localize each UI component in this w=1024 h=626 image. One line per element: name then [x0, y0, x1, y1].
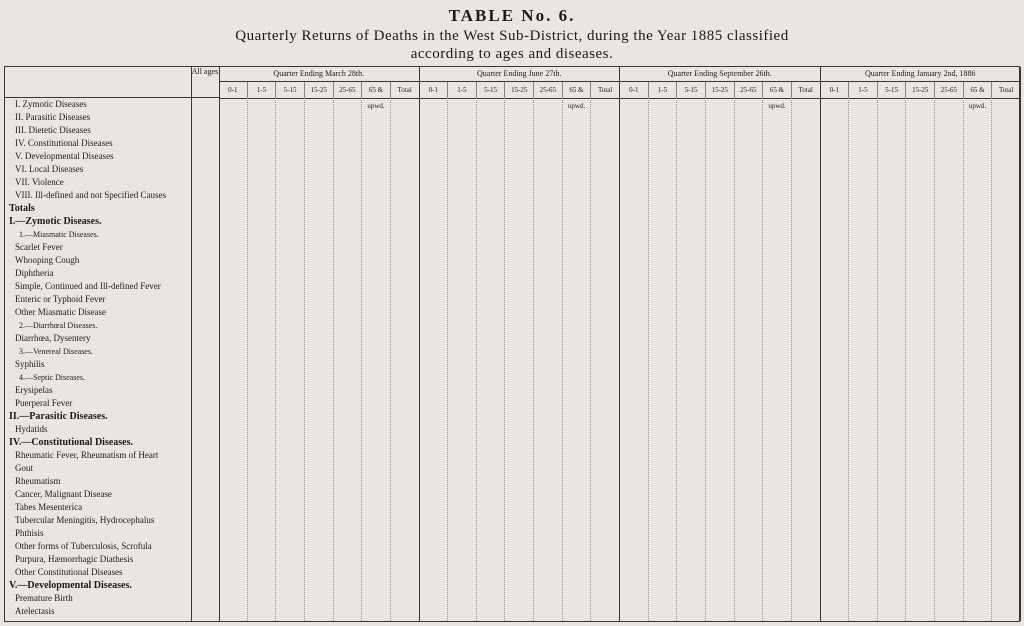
age-column-header: Total [798, 86, 813, 94]
summary-row: V. Developmental Diseases [15, 151, 114, 161]
quarter-block [420, 67, 621, 621]
grid-column [677, 98, 706, 621]
quarter-age-headers [620, 82, 820, 110]
cause-row: Atelectasis [15, 606, 55, 616]
age-column-header: 5-15 [677, 82, 706, 98]
age-column-header: 65 & upwd. [763, 82, 792, 98]
summary-row: VI. Local Diseases [15, 164, 84, 174]
quarter-title: Quarter Ending June 27th. [420, 67, 620, 82]
quarter-block [620, 67, 821, 621]
summary-row: VII. Violence [15, 177, 64, 187]
age-column-header: 0-1 [821, 82, 850, 98]
section-subheading: 4.—Septic Diseases. [19, 373, 85, 382]
quarter-block [821, 67, 1022, 621]
age-column-header: 65 & upwd. [964, 82, 993, 98]
grid-column [620, 98, 649, 621]
summary-row: IV. Constitutional Diseases [15, 138, 113, 148]
cause-row: Other Constitutional Diseases [15, 567, 123, 577]
grid-column [964, 98, 993, 621]
title-block [0, 4, 1024, 64]
grid-column [735, 98, 764, 621]
section-heading: V.—Developmental Diseases. [9, 580, 132, 591]
cause-row: Other forms of Tuberculosis, Scrofula [15, 541, 152, 551]
all-ages-column [191, 67, 220, 621]
grid-column [821, 98, 850, 621]
all-ages-header: All ages [191, 67, 219, 98]
grid-column [276, 98, 305, 621]
age-column-header: 15-25 [305, 82, 334, 98]
grid-column [420, 98, 449, 621]
grid-column [448, 98, 477, 621]
age-column-header: 5-15 [878, 82, 907, 98]
quarters-block [219, 67, 1019, 621]
age-column-header: Total [397, 86, 412, 94]
section-subheading: 2.—Diarrhœal Diseases. [19, 321, 98, 330]
grid-column [849, 98, 878, 621]
grid-column [334, 98, 363, 621]
grid-column [591, 98, 619, 621]
quarter-grid [620, 98, 820, 621]
summary-row: VIII. Ill-defined and not Specified Causes [15, 190, 166, 200]
cause-row: Gout [15, 463, 33, 473]
grid-column [477, 98, 506, 621]
grid-column [763, 98, 792, 621]
deaths-table [4, 66, 1020, 622]
age-column-header: 25-65 [334, 82, 363, 98]
age-column-header: Total [598, 86, 613, 94]
cause-row: Cancer, Malignant Disease [15, 489, 112, 499]
cause-row: Purpura, Hæmorrhagic Diathesis [15, 554, 134, 564]
quarter-age-headers [420, 82, 620, 110]
grid-column [906, 98, 935, 621]
cause-row: Puerperal Fever [15, 398, 73, 408]
cause-row: Simple, Continued and Ill-defined Fever [15, 281, 161, 291]
causes-column [5, 67, 192, 621]
table-title-line-1: Quarterly Returns of Deaths in the West Sub-District, during the Year 1885 classified [235, 28, 789, 44]
cause-row: Enteric or Typhoid Fever [15, 294, 106, 304]
age-column-header: 1-5 [448, 82, 477, 98]
age-column-header: Total [999, 86, 1014, 94]
quarter-title: Quarter Ending September 26th. [620, 67, 820, 82]
grid-column [706, 98, 735, 621]
grid-column [248, 98, 277, 621]
section-heading: I.—Zymotic Diseases. [9, 216, 102, 227]
grid-column [563, 98, 592, 621]
quarter-title: Quarter Ending January 2nd, 1886 [821, 67, 1021, 82]
cause-row: Diarrhœa, Dysentery [15, 333, 91, 343]
grid-column [305, 98, 334, 621]
table-title-line-2: according to ages and diseases. [410, 46, 614, 62]
age-column-header: 25-65 [935, 82, 964, 98]
section-subheading: 3.—Venereal Diseases. [19, 347, 93, 356]
cause-row: Diphtheria [15, 268, 54, 278]
cause-row: Erysipelas [15, 385, 53, 395]
table-number: TABLE No. 6. [448, 6, 576, 25]
cause-row: Premature Birth [15, 593, 73, 603]
age-column-header: 5-15 [276, 82, 305, 98]
section-heading: IV.—Constitutional Diseases. [9, 437, 133, 448]
age-column-header: 0-1 [420, 82, 449, 98]
cause-row: Whooping Cough [15, 255, 80, 265]
section-subheading: 1.—Miasmatic Diseases. [19, 230, 99, 239]
age-column-header: 25-65 [534, 82, 563, 98]
quarter-title: Quarter Ending March 28th. [219, 67, 419, 82]
grid-column [935, 98, 964, 621]
age-column-header: 0-1 [620, 82, 649, 98]
quarter-grid [821, 98, 1021, 621]
grid-column [649, 98, 678, 621]
grid-column [878, 98, 907, 621]
age-column-header: 1-5 [849, 82, 878, 98]
summary-row: II. Parasitic Diseases [15, 112, 91, 122]
age-column-header: 15-25 [706, 82, 735, 98]
age-column-header: 1-5 [248, 82, 277, 98]
summary-row: I. Zymotic Diseases [15, 99, 87, 109]
grid-column [219, 98, 248, 621]
cause-row: Rheumatic Fever, Rheumatism of Heart [15, 450, 159, 460]
cause-row: Tabes Mesenterica [15, 502, 83, 512]
summary-row: Totals [9, 203, 35, 214]
age-column-header: 0-1 [219, 82, 248, 98]
grid-column [505, 98, 534, 621]
cause-row: Phthisis [15, 528, 44, 538]
age-column-header: 1-5 [649, 82, 678, 98]
grid-column [992, 98, 1020, 621]
cause-row: Other Miasmatic Disease [15, 307, 106, 317]
age-column-header: 15-25 [505, 82, 534, 98]
cause-row: Scarlet Fever [15, 242, 63, 252]
summary-row: III. Dietetic Diseases [15, 125, 91, 135]
quarter-block [219, 67, 420, 621]
age-column-header: 25-65 [735, 82, 764, 98]
grid-column [792, 98, 820, 621]
age-column-header: 65 & upwd. [563, 82, 592, 98]
grid-column [362, 98, 391, 621]
quarter-age-headers [821, 82, 1021, 110]
age-column-header: 5-15 [477, 82, 506, 98]
section-heading: II.—Parasitic Diseases. [9, 411, 108, 422]
age-column-header: 65 & upwd. [362, 82, 391, 98]
grid-column [534, 98, 563, 621]
cause-row: Hydatids [15, 424, 48, 434]
quarter-grid [219, 98, 419, 621]
causes-header [5, 67, 191, 98]
cause-row: Syphilis [15, 359, 45, 369]
age-column-header: 15-25 [906, 82, 935, 98]
cause-row: Tubercular Meningitis, Hydrocephalus [15, 515, 155, 525]
grid-column [391, 98, 419, 621]
quarter-age-headers [219, 82, 419, 110]
quarter-grid [420, 98, 620, 621]
cause-row: Rheumatism [15, 476, 61, 486]
